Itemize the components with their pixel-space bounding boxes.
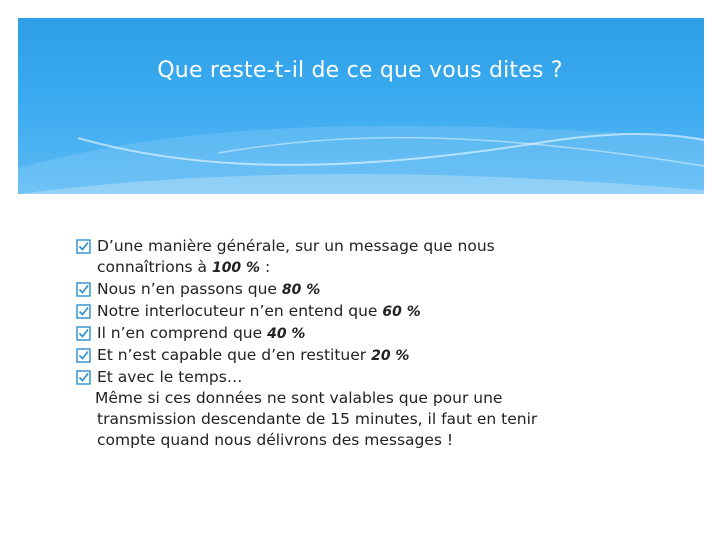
checkbox-check-icon xyxy=(76,326,91,341)
bullet-text: connaîtrions à xyxy=(97,258,212,276)
bullet-value: 60 % xyxy=(382,304,421,320)
bullet-item xyxy=(76,367,636,388)
checkbox-check-icon xyxy=(76,282,91,297)
slide-title: Que reste-t-il de ce que vous dites ? xyxy=(157,58,563,83)
bullet-text: Nous n’en passons que xyxy=(97,280,282,298)
checkbox-check-icon xyxy=(76,370,91,385)
bullet-value: 40 % xyxy=(267,326,306,342)
bullet-value: 20 % xyxy=(371,348,410,364)
checkbox-check-icon xyxy=(76,239,91,254)
bullet-item xyxy=(76,301,636,323)
note-line: transmission descendante de 15 minutes, il faut en tenir xyxy=(97,410,538,428)
bullet-item xyxy=(76,279,636,301)
bullet-text: Et n’est capable que d’en restituer xyxy=(97,346,372,364)
bullet-value: 100 % xyxy=(211,260,261,276)
title-banner xyxy=(18,18,704,194)
bullet-continuation xyxy=(76,257,636,279)
note-line: compte quand nous délivrons des messages ! xyxy=(97,431,454,449)
bullet-item xyxy=(76,236,636,257)
bullet-list xyxy=(76,236,636,451)
bullet-text: D’une manière générale, sur un message que nous xyxy=(97,237,495,255)
bullet-value: 80 % xyxy=(281,282,321,298)
checkbox-check-icon xyxy=(76,304,91,319)
wave-decoration xyxy=(18,18,704,194)
bullet-item xyxy=(76,345,636,367)
bullet-text: Notre interlocuteur n’en entend que xyxy=(97,302,383,320)
bullet-suffix: : xyxy=(260,258,271,276)
closing-note xyxy=(76,388,636,451)
note-line: Même si ces données ne sont valables que pour une xyxy=(95,389,503,407)
bullet-text: Et avec le temps… xyxy=(97,368,243,386)
checkbox-check-icon xyxy=(76,348,91,363)
bullet-text: Il n’en comprend que xyxy=(97,324,268,342)
bullet-item xyxy=(76,323,636,345)
